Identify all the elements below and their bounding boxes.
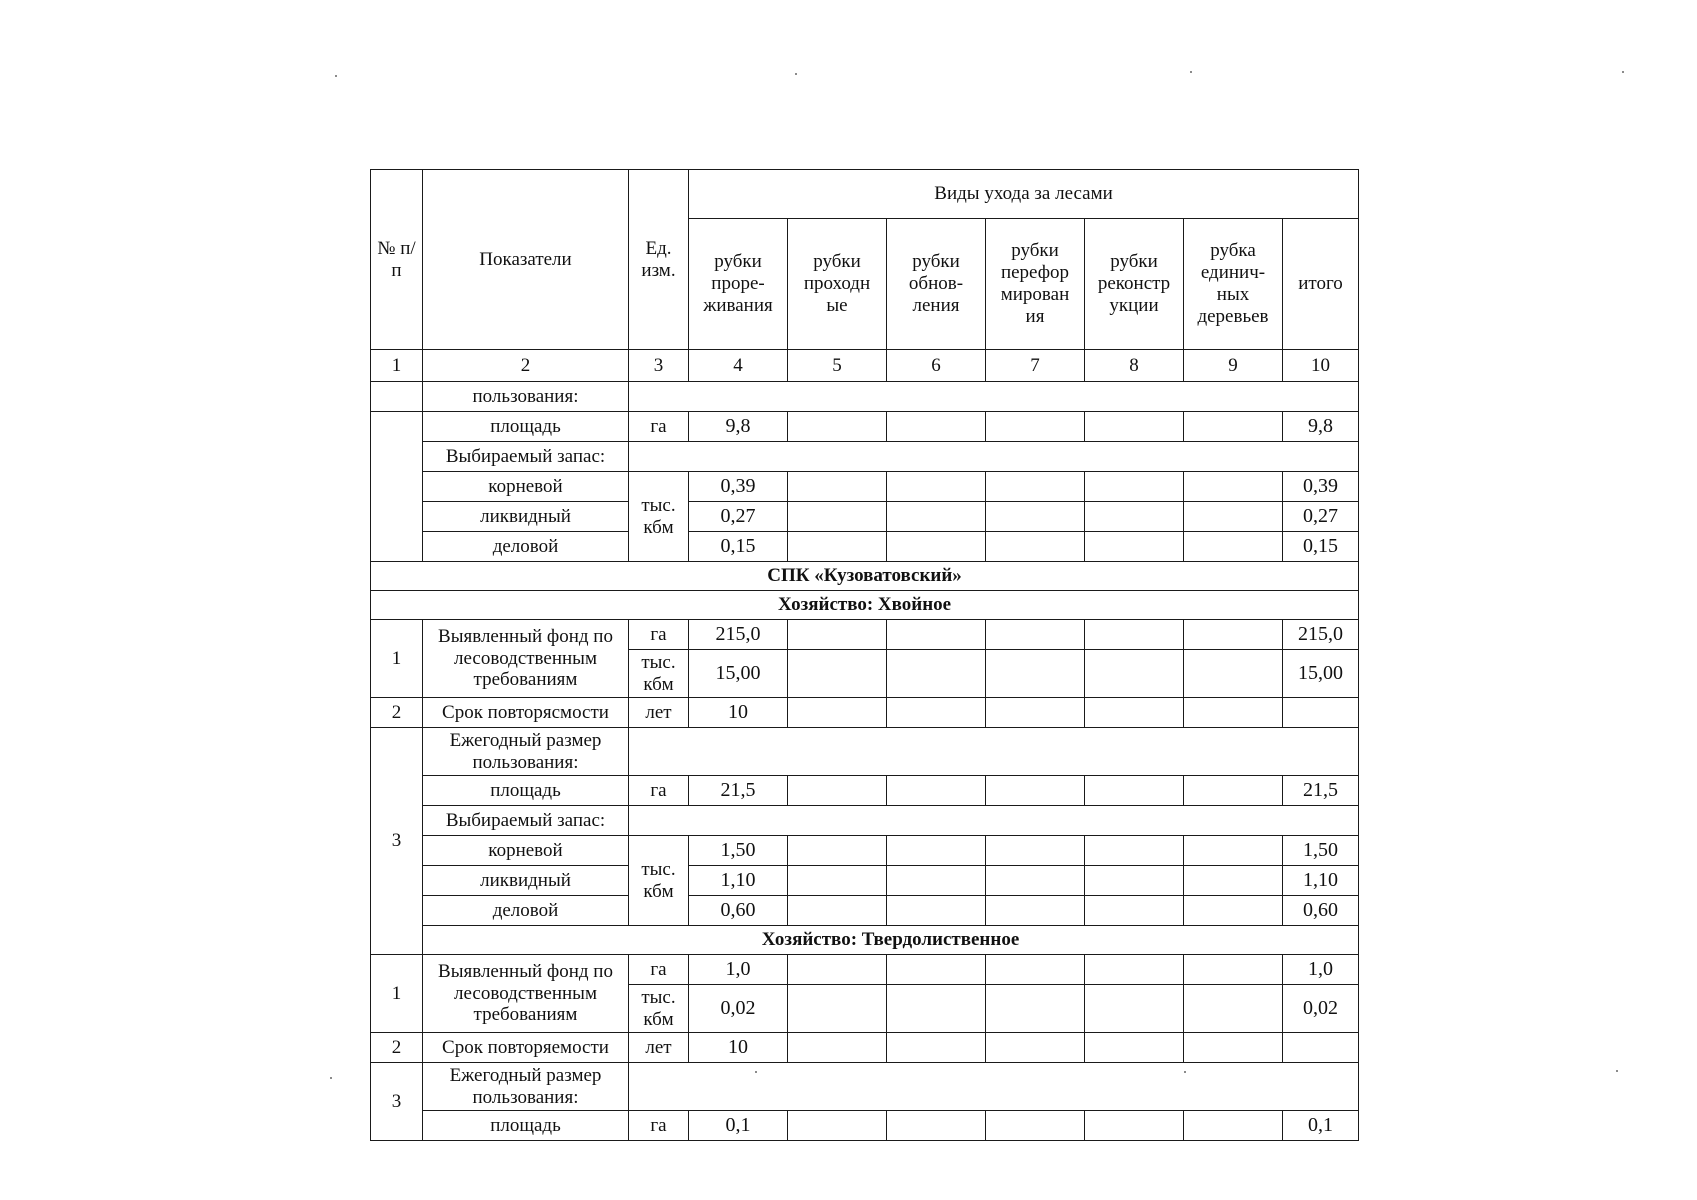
cell-empty: [788, 502, 887, 532]
total-cell: 0,1: [1283, 1111, 1359, 1141]
cell-empty: [986, 866, 1085, 896]
cell-empty: [986, 620, 1085, 650]
unit-cell: га: [629, 776, 689, 806]
cell-empty: [887, 836, 986, 866]
cell-empty: [986, 985, 1085, 1033]
cell-empty: [986, 1033, 1085, 1063]
cell-empty: [1184, 1111, 1283, 1141]
cell-empty: [1085, 502, 1184, 532]
cell-empty: [1085, 866, 1184, 896]
value-cell: 0,39: [689, 472, 788, 502]
unit-cell: лет: [629, 698, 689, 728]
total-cell: 9,8: [1283, 412, 1359, 442]
row-number: 1: [371, 620, 423, 698]
cell-empty: [1184, 502, 1283, 532]
table-row: [371, 382, 1359, 412]
term-label: Срок повторясмости: [423, 698, 629, 728]
table-row: [371, 620, 1359, 650]
total-cell: 15,00: [1283, 650, 1359, 698]
col-number: 6: [887, 350, 986, 382]
total-cell: 0,39: [1283, 472, 1359, 502]
cell-empty: [1184, 866, 1283, 896]
unit-cell: тыс. кбм: [629, 836, 689, 926]
value-cell: 21,5: [689, 776, 788, 806]
cell-empty: [1085, 412, 1184, 442]
business-label: деловой: [423, 532, 629, 562]
table-row: [371, 532, 1359, 562]
cell-empty: [1085, 985, 1184, 1033]
cell-empty: [986, 472, 1085, 502]
value-cell: 0,27: [689, 502, 788, 532]
cell-empty: [887, 866, 986, 896]
cell-empty: [788, 412, 887, 442]
farm-title: Хозяйство: Хвойное: [371, 591, 1359, 620]
unit-cell: тыс. кбм: [629, 650, 689, 698]
cell-empty: [887, 1033, 986, 1063]
cell-empty: [986, 836, 1085, 866]
header-type-reformation: рубки перефор мирован ия: [986, 219, 1085, 350]
cell-empty: [371, 412, 423, 562]
table-row: [371, 836, 1359, 866]
section-row: [371, 926, 1359, 955]
cell-empty: [887, 776, 986, 806]
col-number: 5: [788, 350, 887, 382]
cell-empty: [788, 532, 887, 562]
cell-empty: [1184, 955, 1283, 985]
col-number: 9: [1184, 350, 1283, 382]
col-number: 1: [371, 350, 423, 382]
table-row: [371, 698, 1359, 728]
cell-empty: [788, 472, 887, 502]
scan-speck: [1190, 71, 1192, 73]
cell-empty: [887, 698, 986, 728]
value-cell: 0,60: [689, 896, 788, 926]
cell-empty: [788, 776, 887, 806]
cell-empty: [887, 1111, 986, 1141]
table-row: [371, 776, 1359, 806]
cell-empty: [1184, 472, 1283, 502]
col-number: 10: [1283, 350, 1359, 382]
cell-empty: [986, 412, 1085, 442]
table-header-row: [371, 170, 1359, 219]
value-cell: 0,15: [689, 532, 788, 562]
cell-empty: [986, 502, 1085, 532]
header-type-single-trees: рубка единич-ных деревьев: [1184, 219, 1283, 350]
cell-empty: [887, 472, 986, 502]
cell-empty: [629, 728, 1359, 776]
cell-empty: [1184, 985, 1283, 1033]
cell-empty: [887, 896, 986, 926]
fund-label: Выявленный фонд по лесоводственным требованиям: [423, 620, 629, 698]
cell-empty: [629, 442, 1359, 472]
unit-cell: лет: [629, 1033, 689, 1063]
unit-cell: га: [629, 620, 689, 650]
cell-empty: [1085, 836, 1184, 866]
header-col-no: № п/п: [371, 170, 423, 350]
cell-empty: [788, 1111, 887, 1141]
total-cell: 215,0: [1283, 620, 1359, 650]
cell-empty: [887, 620, 986, 650]
cell-empty: [788, 620, 887, 650]
annual-label: Ежегодный размер пользования:: [423, 728, 629, 776]
root-label: корневой: [423, 472, 629, 502]
cell-empty: [629, 382, 1359, 412]
value-cell: 0,1: [689, 1111, 788, 1141]
scan-speck: [335, 75, 337, 77]
value-cell: 10: [689, 698, 788, 728]
value-cell: 215,0: [689, 620, 788, 650]
cell-empty: [887, 412, 986, 442]
cell-empty: [1085, 776, 1184, 806]
value-cell: 1,10: [689, 866, 788, 896]
cell-empty: [1085, 1033, 1184, 1063]
col-number: 8: [1085, 350, 1184, 382]
cell-empty: [788, 985, 887, 1033]
unit-cell: га: [629, 412, 689, 442]
cell-empty: [1184, 412, 1283, 442]
term-label: Срок повторяемости: [423, 1033, 629, 1063]
cell-empty: [788, 650, 887, 698]
scan-speck: [1622, 71, 1624, 73]
header-type-thinning: рубки проре-живания: [689, 219, 788, 350]
scan-speck: [330, 1077, 332, 1079]
table-row: [371, 1033, 1359, 1063]
cell-empty: [788, 955, 887, 985]
business-label: деловой: [423, 896, 629, 926]
value-cell: 1,0: [689, 955, 788, 985]
table-row: [371, 502, 1359, 532]
cell-empty: [788, 896, 887, 926]
cell-empty: [629, 1063, 1359, 1111]
cell-empty: [986, 532, 1085, 562]
root-label: корневой: [423, 836, 629, 866]
cell-empty: [1283, 698, 1359, 728]
section-row: [371, 591, 1359, 620]
cell-empty: [1085, 698, 1184, 728]
cell-empty: [1184, 896, 1283, 926]
forest-care-table: [370, 169, 1359, 1141]
cell-empty: [788, 698, 887, 728]
section-row: [371, 562, 1359, 591]
table-row: [371, 1111, 1359, 1141]
cell-empty: [1184, 1033, 1283, 1063]
table-row: [371, 955, 1359, 985]
total-cell: 1,10: [1283, 866, 1359, 896]
area-label: площадь: [423, 412, 629, 442]
header-group-title: Виды ухода за лесами: [689, 170, 1359, 219]
cell-empty: [887, 502, 986, 532]
total-cell: 21,5: [1283, 776, 1359, 806]
value-cell: 1,50: [689, 836, 788, 866]
header-col-indicator: Показатели: [423, 170, 629, 350]
cell-empty: [887, 650, 986, 698]
row-number: 2: [371, 698, 423, 728]
cell-empty: [1085, 472, 1184, 502]
header-type-reconstruction: рубки реконстр укции: [1085, 219, 1184, 350]
cell-empty: [986, 776, 1085, 806]
table-row: [371, 806, 1359, 836]
row-number: 3: [371, 728, 423, 955]
company-title: СПК «Кузоватовский»: [371, 562, 1359, 591]
annual-label: Ежегодный размер пользования:: [423, 1063, 629, 1111]
cell-empty: [1085, 532, 1184, 562]
total-cell: 0,02: [1283, 985, 1359, 1033]
table-row: [371, 442, 1359, 472]
cell-empty: [1184, 698, 1283, 728]
cell-empty: [371, 382, 423, 412]
scan-speck: [1616, 1070, 1618, 1072]
cell-empty: [1085, 650, 1184, 698]
table-row: [371, 1063, 1359, 1111]
cell-empty: [887, 955, 986, 985]
cell-empty: [986, 896, 1085, 926]
header-type-total: итого: [1283, 219, 1359, 350]
total-cell: 1,0: [1283, 955, 1359, 985]
column-number-row: [371, 350, 1359, 382]
cell-empty: [1085, 896, 1184, 926]
col-number: 3: [629, 350, 689, 382]
table-row: [371, 412, 1359, 442]
row-number: 2: [371, 1033, 423, 1063]
farm-title: Хозяйство: Твердолиственное: [423, 926, 1359, 955]
row-number: 1: [371, 955, 423, 1033]
cell-empty: [1184, 836, 1283, 866]
col-number: 7: [986, 350, 1085, 382]
value-cell: 9,8: [689, 412, 788, 442]
unit-cell: тыс. кбм: [629, 985, 689, 1033]
cell-empty: [1184, 532, 1283, 562]
fund-label: Выявленный фонд по лесоводственным требованиям: [423, 955, 629, 1033]
unit-cell: тыс. кбм: [629, 472, 689, 562]
header-col-unit: Ед. изм.: [629, 170, 689, 350]
total-cell: 1,50: [1283, 836, 1359, 866]
header-type-passage: рубки проходн ые: [788, 219, 887, 350]
cell-empty: [986, 1111, 1085, 1141]
table-row: [371, 472, 1359, 502]
cell-empty: [887, 532, 986, 562]
total-cell: 0,15: [1283, 532, 1359, 562]
cell-empty: [1085, 1111, 1184, 1141]
cell-empty: [629, 806, 1359, 836]
cell-empty: [986, 698, 1085, 728]
usage-label: пользования:: [423, 382, 629, 412]
cell-empty: [788, 866, 887, 896]
cell-empty: [1085, 620, 1184, 650]
header-type-renewal: рубки обнов-ления: [887, 219, 986, 350]
stock-label: Выбираемый запас:: [423, 442, 629, 472]
value-cell: 15,00: [689, 650, 788, 698]
cell-empty: [1184, 650, 1283, 698]
unit-cell: га: [629, 1111, 689, 1141]
cell-empty: [788, 836, 887, 866]
cell-empty: [986, 955, 1085, 985]
stock-label: Выбираемый запас:: [423, 806, 629, 836]
cell-empty: [1283, 1033, 1359, 1063]
liquid-label: ликвидный: [423, 502, 629, 532]
table-row: [371, 896, 1359, 926]
cell-empty: [788, 1033, 887, 1063]
cell-empty: [887, 985, 986, 1033]
col-number: 4: [689, 350, 788, 382]
liquid-label: ликвидный: [423, 866, 629, 896]
value-cell: 0,02: [689, 985, 788, 1033]
table-row: [371, 866, 1359, 896]
value-cell: 10: [689, 1033, 788, 1063]
area-label: площадь: [423, 776, 629, 806]
total-cell: 0,60: [1283, 896, 1359, 926]
table-row: [371, 728, 1359, 776]
unit-cell: га: [629, 955, 689, 985]
cell-empty: [1085, 955, 1184, 985]
row-number: 3: [371, 1063, 423, 1141]
total-cell: 0,27: [1283, 502, 1359, 532]
cell-empty: [1184, 620, 1283, 650]
col-number: 2: [423, 350, 629, 382]
area-label: площадь: [423, 1111, 629, 1141]
cell-empty: [1184, 776, 1283, 806]
cell-empty: [986, 650, 1085, 698]
scan-speck: [795, 73, 797, 75]
